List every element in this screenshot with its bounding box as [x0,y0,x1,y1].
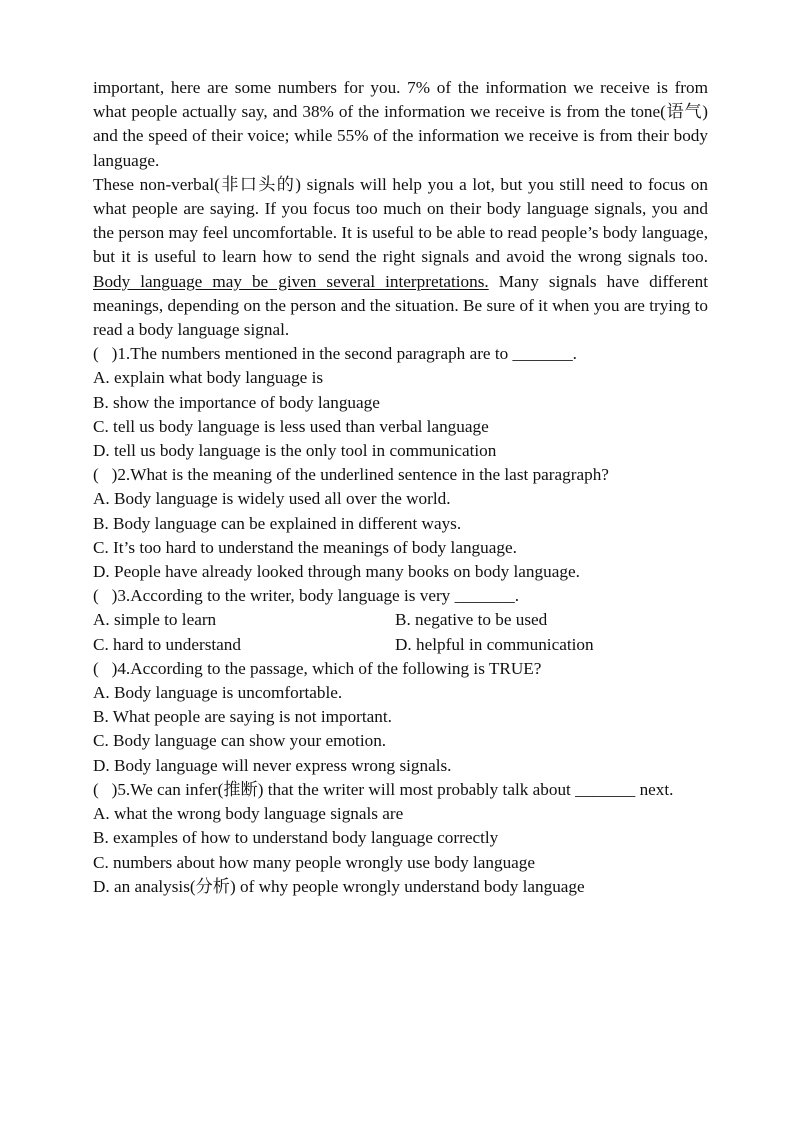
question-5-option-a: A. what the wrong body language signals are [93,804,404,824]
question-2-option-b: B. Body language can be explained in different ways. [93,513,462,533]
question-4-option-b: B. What people are saying is not important. [93,707,392,727]
question-4-option-c: C. Body language can show your emotion. [93,731,387,751]
question-3-option-d: D. helpful in communication [395,634,594,654]
question-4-option-d: D. Body language will never express wrong signals. [93,755,452,775]
question-3-stem: ( )3.According to the writer, body language is very _______. [93,586,520,606]
question-5-option-c: C. numbers about how many people wrongly use body language [93,852,536,872]
question-2-option-d: D. People have already looked through many books on body language. [93,562,580,582]
paragraph-2-text-before: These non-verbal(非口头的) signals will help you a lot, but you still need to focus on what people are saying. If you focus too much on their body language signals, you and the person may feel uncomfortable. It is useful to be able to read people’s body language, but it is useful to learn how to send the right signals and avoid the wrong signals too. [93,174,708,267]
question-3-options-row-2 [93,633,708,657]
question-2-stem: ( )2.What is the meaning of the underlined sentence in the last paragraph? [93,465,609,485]
question-3-option-b: B. negative to be used [395,610,548,630]
question-3-options-row-1 [93,608,708,632]
passage-paragraph-1: important, here are some numbers for you. 7% of the information we receive is from what people actually say, and 38% of the information we receive is from the tone(语气) and the speed of their voice; while 55% of the information we receive is from their body language. [93,78,708,170]
paragraph-2-text-after: Many signals have different meanings, depending on the person and the situation. Be sure of it when you are trying to read a body language signal. [93,271,708,340]
question-5-stem: ( )5.We can infer(推断) that the writer will most probably talk about _______ next. [93,779,674,799]
question-1-option-a: A. explain what body language is [93,368,324,388]
question-5-option-d: D. an analysis(分析) of why people wrongly understand body language [93,876,585,896]
question-1-option-c: C. tell us body language is less used than verbal language [93,416,489,436]
passage-paragraph-2 [93,173,708,342]
question-1-option-d: D. tell us body language is the only tool in communication [93,441,497,461]
question-1-option-b: B. show the importance of body language [93,392,380,412]
underlined-sentence: Body language may be given several interpretations. [93,271,489,291]
question-2-option-a: A. Body language is widely used all over the world. [93,489,451,509]
question-4-option-a: A. Body language is uncomfortable. [93,683,343,703]
question-2-option-c: C. It’s too hard to understand the meanings of body language. [93,537,517,557]
document-page [93,76,708,899]
question-3-option-c: C. hard to understand [93,634,241,654]
question-1-stem: ( )1.The numbers mentioned in the second paragraph are to _______. [93,344,577,364]
question-4-stem: ( )4.According to the passage, which of the following is TRUE? [93,658,542,678]
question-5-option-b: B. examples of how to understand body language correctly [93,828,499,848]
question-3-option-a: A. simple to learn [93,610,217,630]
